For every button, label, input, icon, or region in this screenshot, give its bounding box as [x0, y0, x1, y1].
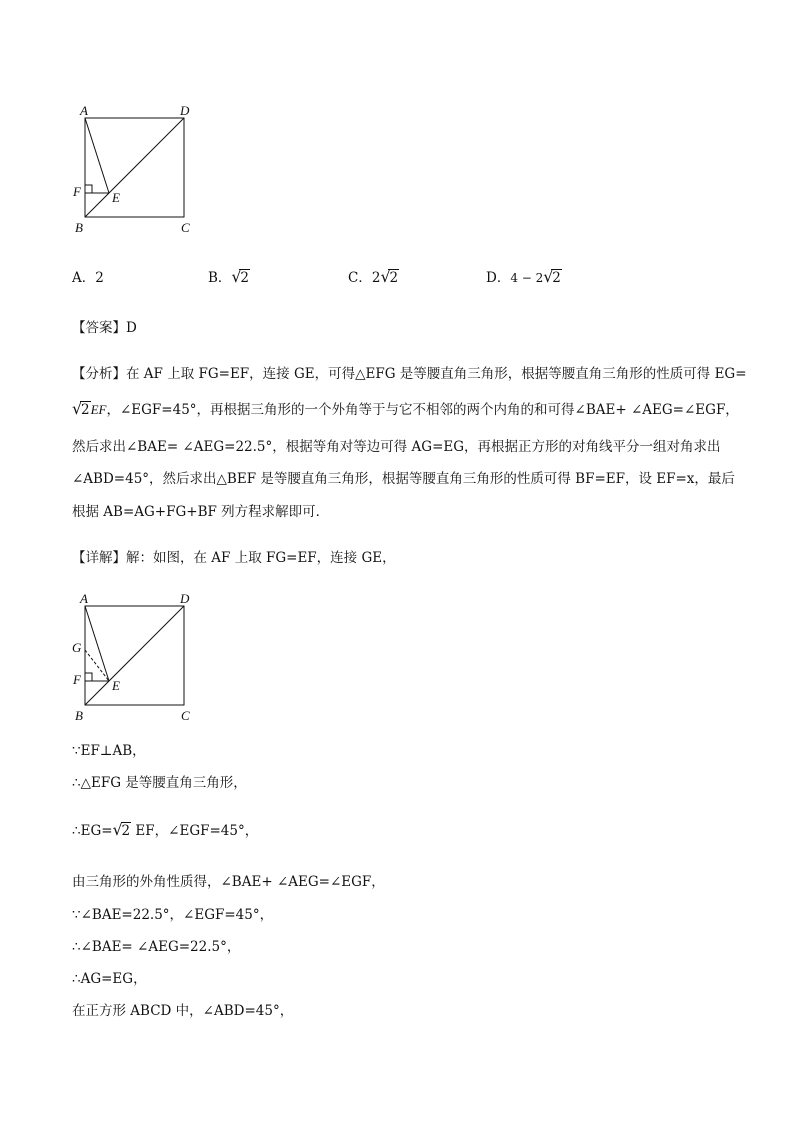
option-c-radicand: 2 [389, 270, 399, 286]
detail-intro: 解：如图，在 AF 上取 FG=EF，连接 GE， [126, 550, 396, 566]
right-angle-mark-2 [85, 673, 92, 681]
label-c-2: C [181, 708, 190, 723]
label-b: B [75, 220, 83, 235]
analysis-sqrt: √ 2 [72, 399, 90, 418]
detail-tag: 【详解】 [72, 550, 126, 566]
label-f: F [73, 184, 81, 199]
geometry-figure-2 [70, 588, 200, 728]
step-3-post: EF，∠EGF=45°， [131, 823, 259, 839]
option-d-radicand: 2 [552, 270, 561, 286]
diagonal-bd-2 [85, 606, 184, 705]
answer-line [72, 318, 137, 338]
option-b-radicand: 2 [240, 270, 250, 286]
answer-value: D [126, 320, 137, 336]
analysis-text-1: 在 AF 上取 FG=EF，连接 GE，可得△EFG 是等腰直角三角形，根据等腰直角三角形的性质可得 EG= [126, 366, 747, 382]
label-a-2: A [80, 591, 88, 606]
label-e-2: E [112, 678, 120, 693]
analysis-text-5: 根据 AB=AG+FG+BF 列方程求解即可． [72, 504, 330, 520]
option-d-expr: 4 − 2 [510, 271, 544, 285]
label-a: A [80, 103, 88, 118]
analysis-line-3 [72, 437, 721, 457]
segment-ae [85, 118, 109, 193]
option-d-prefix: D． [486, 270, 511, 286]
detail-intro-line [72, 548, 396, 568]
analysis-var-ef: EF [90, 402, 107, 417]
option-b-sqrt: √ 2 [231, 267, 250, 286]
right-angle-mark [85, 185, 92, 193]
step-5: ∵∠BAE=22.5°，∠EGF=45°， [72, 907, 274, 923]
label-e: E [112, 190, 120, 205]
analysis-text-4: ∠ABD=45°，然后求出△BEF 是等腰直角三角形，根据等腰直角三角形的性质可得 BF=EF，设 EF=x，最后 [72, 471, 735, 487]
geometry-figure-1 [70, 100, 200, 240]
option-c-sqrt: √ 2 [380, 267, 399, 286]
answer-tag: 【答案】 [72, 320, 126, 336]
analysis-line-5 [72, 502, 329, 522]
analysis-line-2 [72, 400, 739, 420]
label-d: D [180, 103, 190, 118]
option-b [208, 268, 250, 288]
diagonal-bd [85, 118, 184, 217]
option-a-value: 2 [95, 270, 104, 286]
option-c-coef: 2 [371, 270, 381, 286]
option-a [72, 268, 104, 288]
label-b-2: B [75, 708, 83, 723]
step-2: ∴△EFG 是等腰直角三角形， [72, 775, 247, 791]
option-d [486, 268, 562, 288]
option-a-prefix: A． [72, 270, 96, 286]
analysis-text-3: 然后求出∠BAE= ∠AEG=22.5°，根据等角对等边可得 AG=EG，再根据正方形的对角线平分一组对角求出 [72, 439, 721, 455]
analysis-text-2: ，∠EGF=45°，再根据三角形的一个外角等于与它不相邻的两个内角的和可得∠BAE+ ∠AEG=∠EGF， [106, 402, 739, 418]
segment-ge-dashed [85, 650, 109, 681]
analysis-tag: 【分析】 [72, 366, 126, 382]
option-b-prefix: B． [208, 270, 232, 286]
step-6: ∴∠BAE= ∠AEG=22.5°， [72, 939, 241, 955]
option-c [348, 268, 399, 288]
label-f-2: F [73, 672, 81, 687]
segment-ae-2 [85, 606, 109, 681]
step-7: ∴AG=EG， [72, 971, 147, 987]
step-8: 在正方形 ABCD 中，∠ABD=45°， [72, 1003, 294, 1019]
step-3-pre: ∴EG= [72, 823, 113, 839]
analysis-line-4 [72, 469, 735, 489]
step-1: ∵EF⊥AB， [72, 743, 146, 759]
label-c: C [181, 220, 190, 235]
label-g-2: G [72, 640, 82, 655]
analysis-radicand: 2 [81, 402, 90, 418]
analysis-line-1 [72, 364, 747, 384]
label-d-2: D [180, 591, 190, 606]
option-d-sqrt: √ 2 [543, 267, 561, 286]
step-3-radicand: 2 [121, 823, 131, 839]
option-c-prefix: C． [348, 270, 372, 286]
step-4: 由三角形的外角性质得，∠BAE+ ∠AEG=∠EGF， [72, 874, 385, 890]
step-3-sqrt: √ 2 [112, 820, 131, 839]
step-3 [72, 821, 258, 841]
